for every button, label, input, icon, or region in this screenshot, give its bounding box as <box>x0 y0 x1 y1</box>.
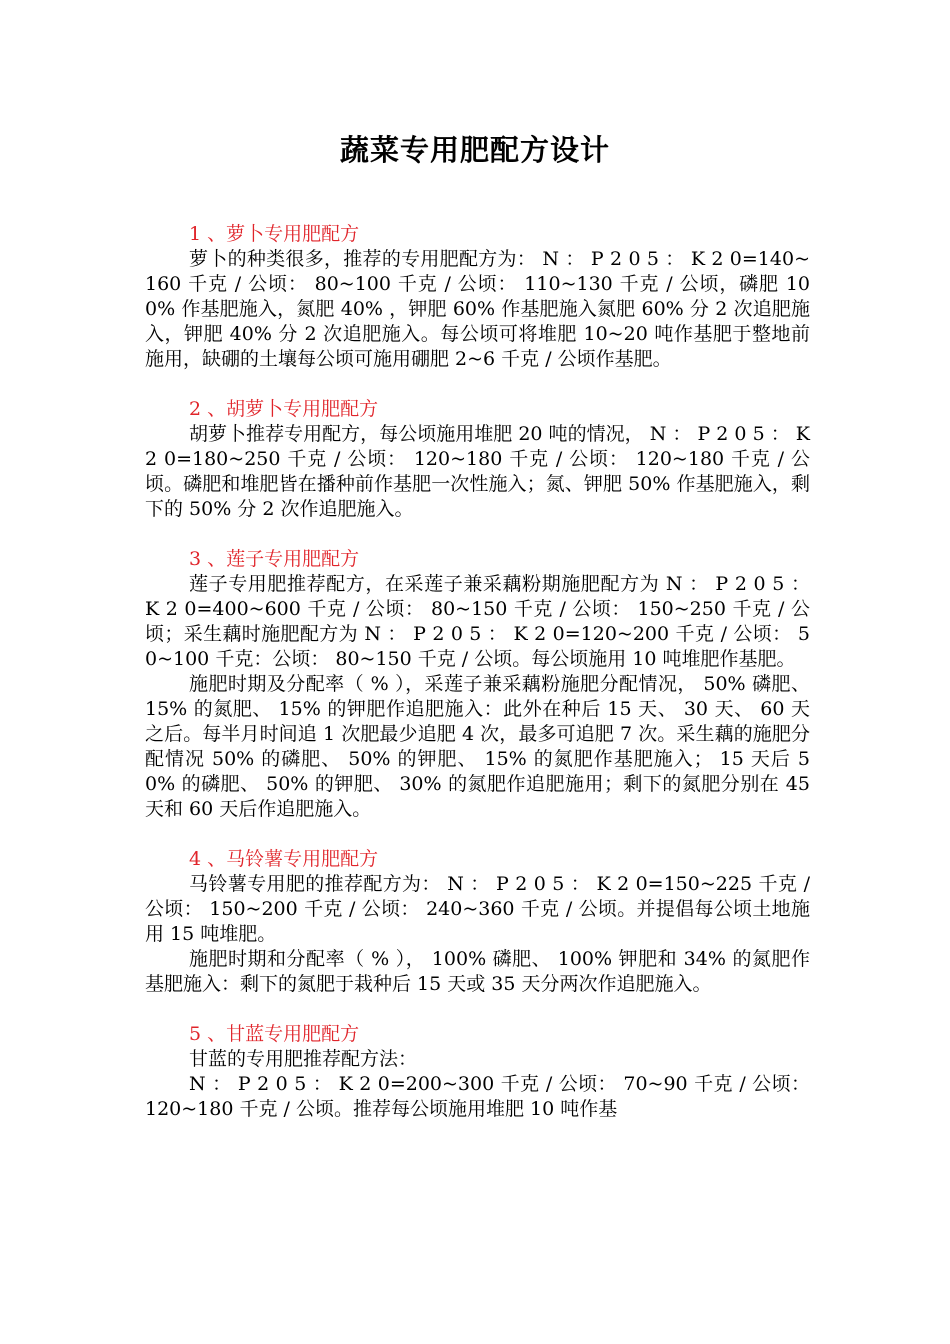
section-1 <box>145 222 810 372</box>
section-paragraph: N ： P 2 0 5 ： K 2 0=200~300 千克 / 公顷： 70~90 千克 / 公顷： 120~180 千克 / 公顷。推荐每公顷施用堆肥 10 吨作基 <box>145 1073 810 1120</box>
section-paragraph: 施肥时期和分配率（ % ）， 100% 磷肥、 100% 钾肥和 34% 的氮肥作基肥施入：剩下的氮肥于栽种后 15 天或 35 天分两次作追肥施入。 <box>145 948 810 995</box>
section-heading: 5 、甘蓝专用肥配方 <box>189 1023 360 1045</box>
section-4 <box>145 847 810 997</box>
page-title: 蔬菜专用肥配方设计 <box>339 133 610 167</box>
document-body <box>145 222 810 1147</box>
section-2 <box>145 397 810 522</box>
section-heading: 3 、莲子专用肥配方 <box>189 548 360 570</box>
section-paragraph: 胡萝卜推荐专用配方，每公顷施用堆肥 20 吨的情况， N ： P 2 0 5 ： K 2 0=180~250 千克 / 公顷： 120~180 千克 / 公顷： 120~180 千克 / 公顷。磷肥和堆肥皆在播种前作基肥一次性施入；氮、钾肥 50% 作基肥施入，剩下的 50% 分 2 次作追肥施入。 <box>145 423 810 520</box>
section-paragraph: 莲子专用肥推荐配方，在采莲子兼采藕粉期施肥配方为 N ： P 2 0 5 ： K 2 0=400~600 千克 / 公顷： 80~150 千克 / 公顷： 150~250 千克 / 公顷；采生藕时施肥配方为 N ： P 2 0 5 ： K 2 0=120~200 千克 / 公顷： 50~100 千克：公顷： 80~150 千克 / 公顷。每公顷施用 10 吨堆肥作基肥。 <box>145 573 810 670</box>
section-paragraph: 萝卜的种类很多，推荐的专用肥配方为： N ： P 2 0 5 ： K 2 0=140~160 千克 / 公顷： 80~100 千克 / 公顷： 110~130 千克 / 公顷，磷肥 100% 作基肥施入，氮肥 40% ，钾肥 60% 作基肥施入氮肥 60% 分 2 次追肥施入，钾肥 40% 分 2 次追肥施入。每公顷可将堆肥 10~20 吨作基肥于整地前施用，缺硼的土壤每公顷可施用硼肥 2~6 千克 / 公顷作基肥。 <box>145 248 810 370</box>
section-5 <box>145 1022 810 1122</box>
section-paragraph: 马铃薯专用肥的推荐配方为： N ： P 2 0 5 ： K 2 0=150~225 千克 / 公顷： 150~200 千克 / 公顷： 240~360 千克 / 公顷。并提倡每公顷土地施用 15 吨堆肥。 <box>145 873 810 945</box>
section-3 <box>145 547 810 822</box>
section-heading: 1 、萝卜专用肥配方 <box>189 223 360 245</box>
section-paragraph: 施肥时期及分配率（ % ），采莲子兼采藕粉施肥分配情况， 50% 磷肥、 15% 的氮肥、 15% 的钾肥作追肥施入：此外在种后 15 天、 30 天、 60 天之后。每半月时间追 1 次肥最少追肥 4 次，最多可追肥 7 次。采生藕的施肥分配情况 50% 的磷肥、 50% 的钾肥、 15% 的氮肥作基肥施入； 15 天后 50% 的磷肥、 50% 的钾肥、 30% 的氮肥作追肥施用；剩下的氮肥分别在 45 天和 60 天后作追肥施入。 <box>145 673 810 820</box>
section-heading: 2 、胡萝卜专用肥配方 <box>189 398 379 420</box>
section-paragraph: 甘蓝的专用肥推荐配方法： <box>189 1048 418 1070</box>
section-heading: 4 、马铃薯专用肥配方 <box>189 848 379 870</box>
